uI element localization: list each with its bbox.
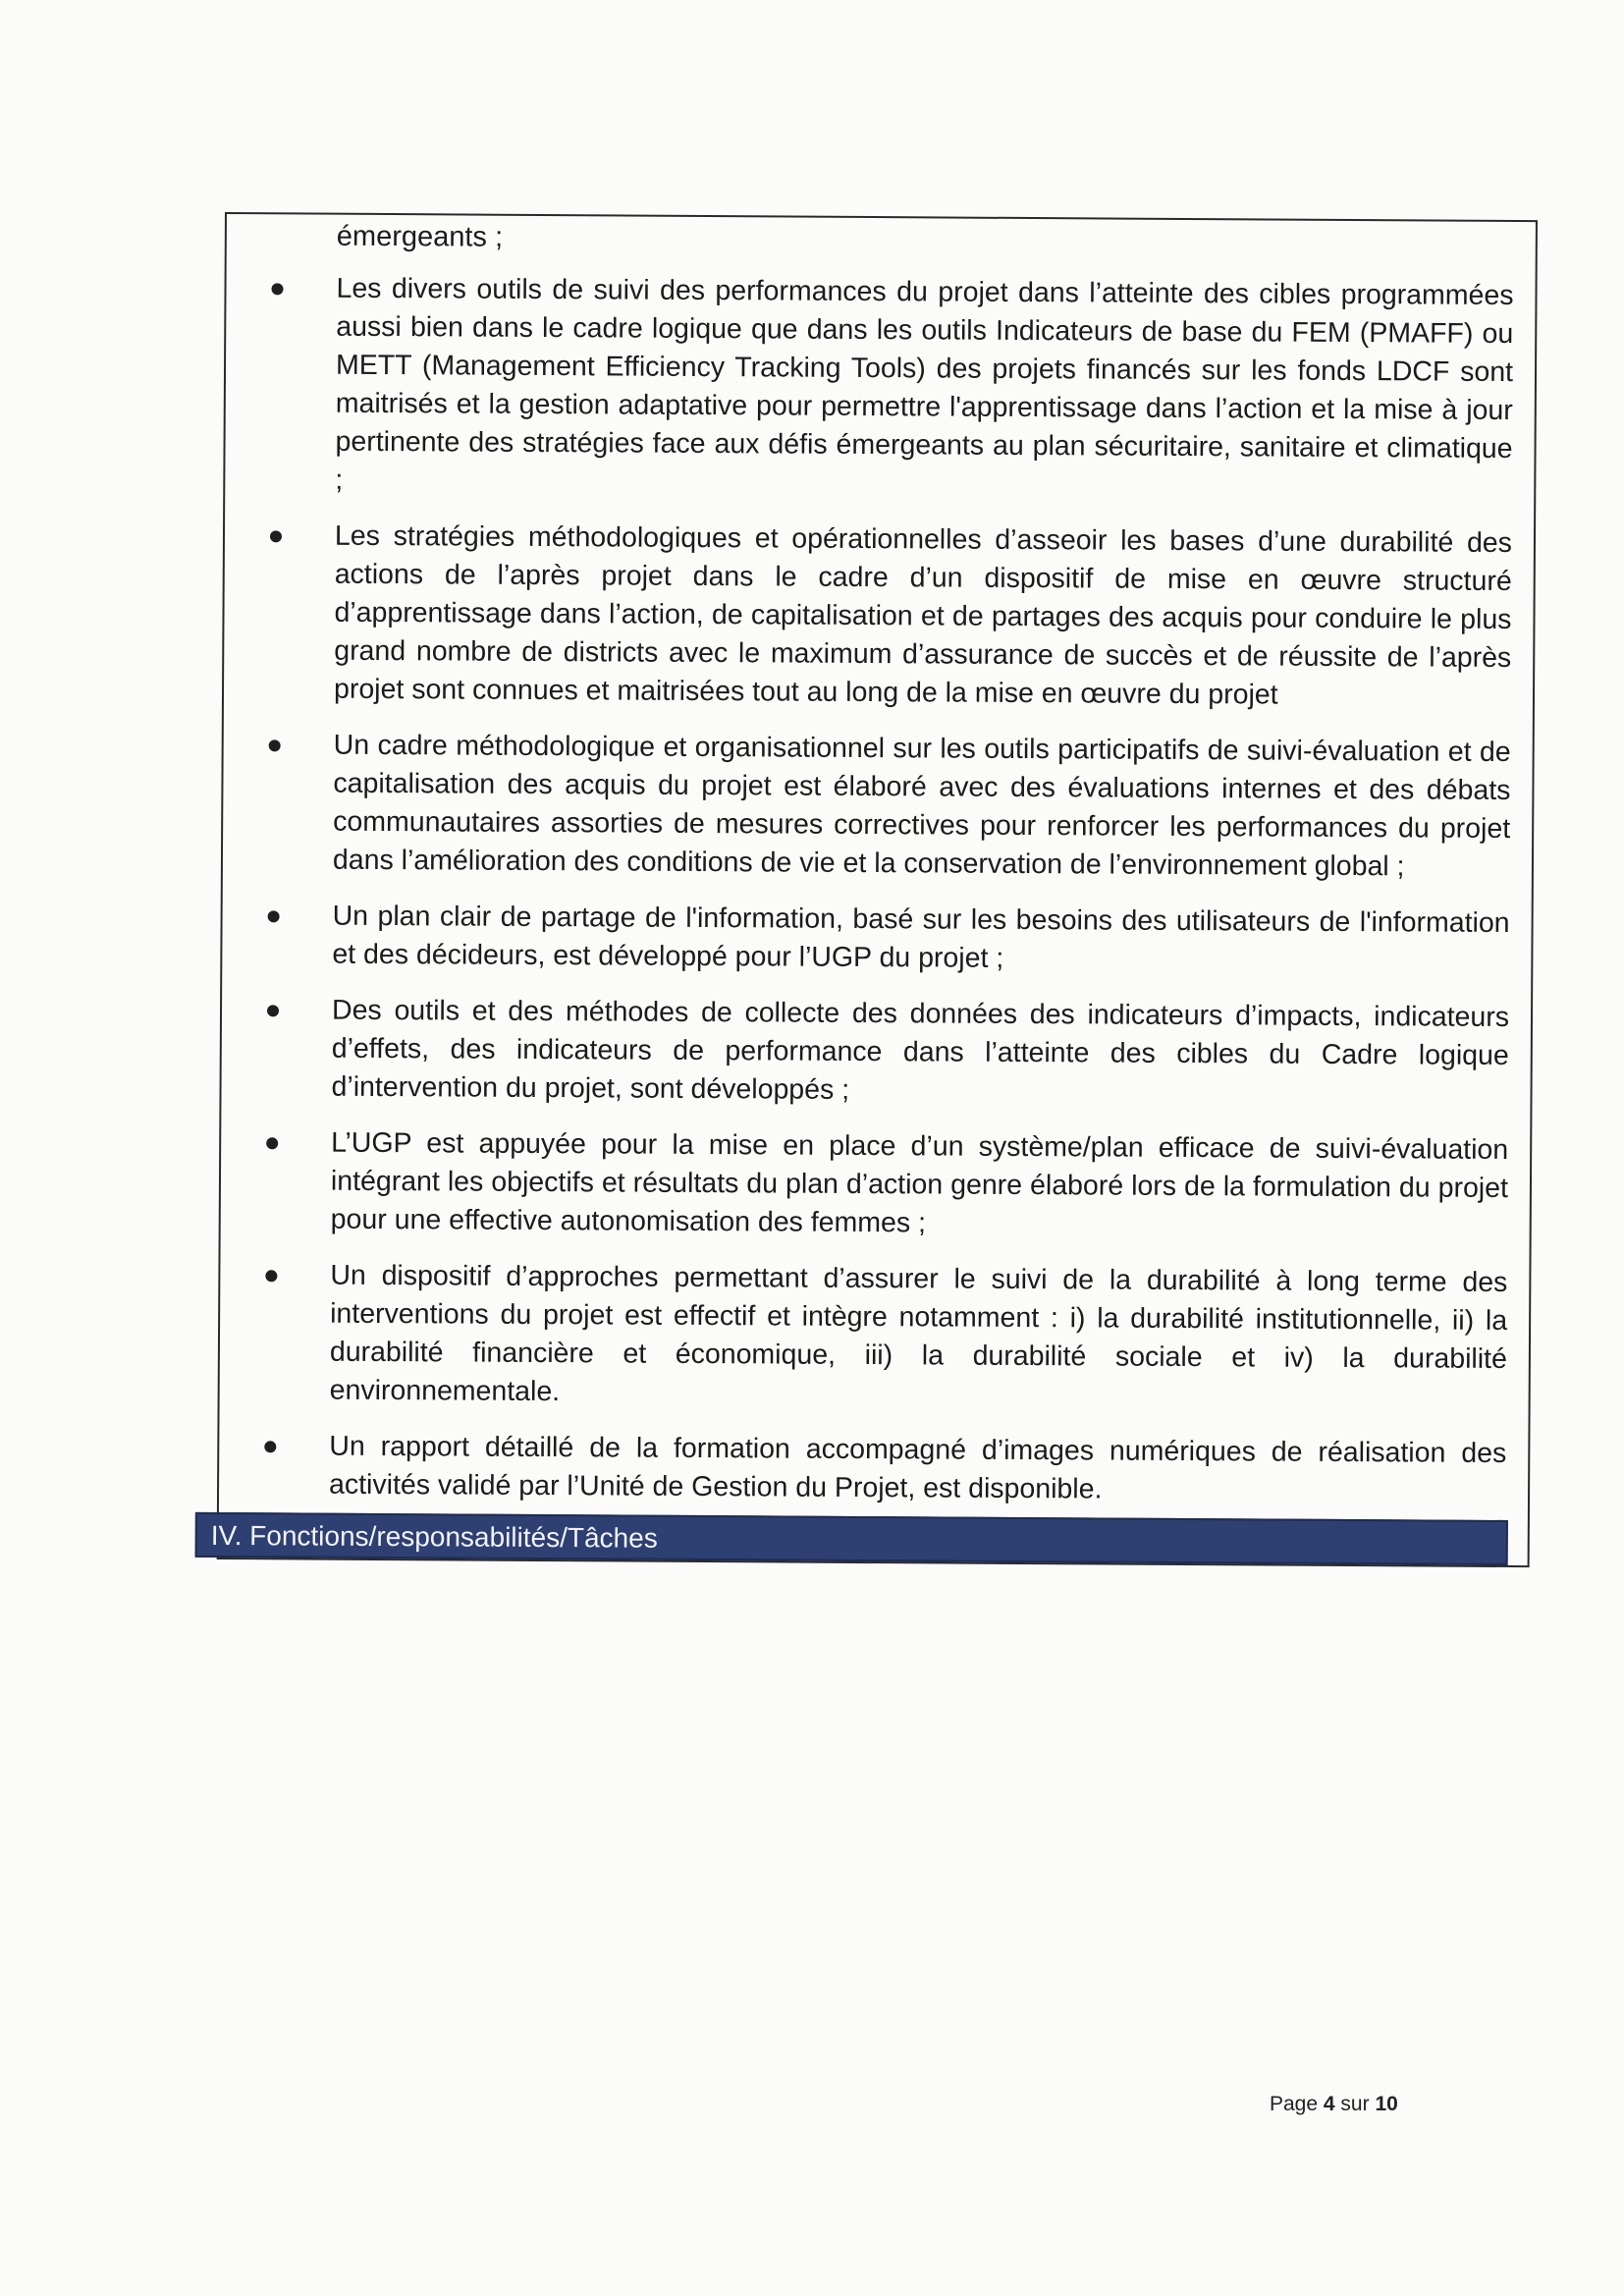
list-item	[266, 1123, 1509, 1246]
page-number	[1270, 2093, 1398, 2116]
list-item-text: Les divers outils de suivi des performances du projet dans l’atteinte des cibles programmées aussi bien dans le cadre logique que dans les outils Indicateurs de base du FEM (PMAFF) ou METT (Management Efficiency Tracking Tools) des projets financés sur les fonds LDCF sont maitrisés et la gestion adaptative pour permettre l'apprentissage dans l’action et la mise à jour pertinente des stratégies face aux défis émergeants au plan sécuritaire, sanitaire et climatique ;	[335, 272, 1514, 496]
list-item	[265, 1256, 1508, 1417]
list-item-text: Un dispositif d’approches permettant d’assurer le suivi de la durabilité à long terme des interventions du projet est effectif et intègre notamment : i) la durabilité institutionnelle, ii) la durabilité financière et économique, iii) la durabilité sociale et iv) la durabilité environnementale.	[329, 1259, 1508, 1408]
list-item	[270, 269, 1513, 507]
bullet-icon	[271, 283, 283, 295]
section-heading: IV. Fonctions/responsabilités/Tâches	[210, 1519, 658, 1554]
list-item-text: Un cadre méthodologique et organisationnel sur les outils participatifs de suivi-évaluation et de capitalisation des acquis du projet est élaboré avec des évaluations internes et des débats communautaires assorties de mesures correctives pour renforcer les performances du projet dans l’amélioration des conditions de vie et la conservation de l’environnement global ;	[332, 729, 1511, 883]
list-item-text: Un plan clair de partage de l'information, basé sur les besoins des utilisateurs de l'information et des décideurs, est développé pour l’UGP du projet ;	[332, 900, 1510, 974]
current-page: 4	[1323, 2093, 1335, 2115]
bullet-icon	[270, 530, 282, 542]
page-label: Page	[1270, 2093, 1319, 2115]
bullet-list	[264, 269, 1514, 1529]
section-header-bar	[195, 1512, 1508, 1565]
list-item	[268, 726, 1511, 887]
page-separator: sur	[1340, 2093, 1370, 2115]
bullet-icon	[269, 739, 281, 751]
list-item	[266, 991, 1509, 1114]
list-item	[264, 1427, 1506, 1511]
list-item-text: Un rapport détaillé de la formation accompagné d’images numériques de réalisation des activités validé par l’Unité de Gestion du Projet, est disponible.	[328, 1430, 1507, 1505]
continued-text: émergeants ;	[336, 220, 504, 253]
total-pages: 10	[1375, 2093, 1398, 2115]
list-item	[269, 517, 1512, 716]
bullet-icon	[268, 910, 280, 922]
list-item-text: L’UGP est appuyée pour la mise en place d’un système/plan efficace de suivi-évaluation intégrant les objectifs et résultats du plan d’action genre élaboré lors de la formulation du projet pour une effective autonomisation des femmes ;	[330, 1126, 1509, 1239]
bullet-icon	[267, 1005, 279, 1016]
bullet-icon	[264, 1441, 276, 1452]
bullet-icon	[265, 1270, 277, 1282]
content-box	[210, 212, 1538, 1567]
list-item-text: Des outils et des méthodes de collecte des données des indicateurs d’impacts, indicateurs d’effets, des indicateurs de performance dans l’atteinte des cibles du Cadre logique d’intervention du projet, sont développés ;	[331, 994, 1510, 1106]
bullet-icon	[266, 1137, 278, 1149]
list-item	[267, 897, 1509, 981]
list-item-text: Les stratégies méthodologiques et opérationnelles d’asseoir les bases d’une durabilité des actions de l’après projet dans le cadre d’un dispositif de mise en œuvre structuré d’apprentissage dans l’action, de capitalisation et de partages des acquis pour conduire le plus grand nombre de districts avec le maximum d’assurance de succès et de réussite de l’après projet sont connues et maitrisées tout au long de la mise en œuvre du projet	[333, 519, 1513, 711]
